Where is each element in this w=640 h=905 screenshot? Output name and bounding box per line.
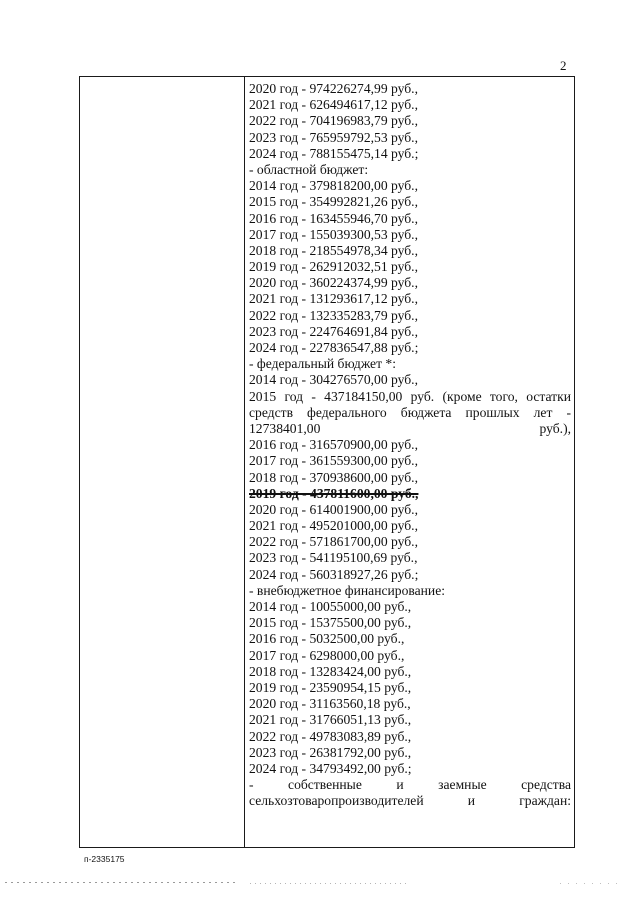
- text-line: 2014 год - 379818200,00 руб.,: [249, 178, 418, 194]
- text-line: 2015 год - 15375500,00 руб.,: [249, 615, 412, 631]
- text-line: - областной бюджет:: [249, 161, 369, 177]
- text-line: 2023 год - 765959792,53 руб.,: [249, 129, 418, 145]
- text-line: 2018 год - 218554978,34 руб.,: [249, 242, 418, 258]
- text-line: 2022 год - 704196983,79 руб.,: [249, 113, 418, 129]
- text-line: 2020 год - 614001900,00 руб.,: [249, 501, 418, 517]
- column-divider: [244, 76, 245, 848]
- text-line: 2023 год - 224764691,84 руб.,: [249, 323, 418, 339]
- text-line: 2016 год - 5032500,00 руб.,: [249, 631, 405, 647]
- text-line: 2024 год - 788155475,14 руб.;: [249, 145, 419, 161]
- text-line: 2017 год - 6298000,00 руб.,: [249, 647, 405, 663]
- text-line: 2020 год - 974226274,99 руб.,: [249, 81, 418, 96]
- text-line: 2016 год - 316570900,00 руб.,: [249, 437, 418, 453]
- scan-artifact: [0, 880, 640, 888]
- text-line: 2022 год - 571861700,00 руб.,: [249, 534, 418, 550]
- text-line: 2021 год - 626494617,12 руб.,: [249, 97, 418, 113]
- document-code: п-2335175: [84, 854, 125, 864]
- page-number: 2: [560, 58, 567, 73]
- text-line-struck: 2019 год - 437811600,00 руб.,: [249, 485, 419, 501]
- text-line: 2021 год - 495201000,00 руб.,: [249, 518, 418, 534]
- text-line: 2022 год - 49783083,89 руб.,: [249, 728, 412, 744]
- text-line: 2020 год - 360224374,99 руб.,: [249, 275, 418, 291]
- text-line: 2017 год - 361559300,00 руб.,: [249, 453, 418, 469]
- text-line: 2024 год - 34793492,00 руб.;: [249, 760, 412, 776]
- text-line: - федеральный бюджет *:: [249, 356, 397, 372]
- text-line: 2024 год - 560318927,26 руб.;: [249, 566, 419, 582]
- text-line: 2015 год - 437184150,00 руб. (кроме того, остатки средств федерального бюджета прошлых лет - 12738401,00 руб.),: [249, 388, 571, 436]
- text-line: 2022 год - 132335283,79 руб.,: [249, 307, 418, 323]
- text-line: 2019 год - 23590954,15 руб.,: [249, 679, 412, 695]
- text-line: 2021 год - 131293617,12 руб.,: [249, 291, 418, 307]
- text-line: 2021 год - 31766051,13 руб.,: [249, 712, 412, 728]
- text-line: 2019 год - 262912032,51 руб.,: [249, 259, 418, 275]
- text-line: 2018 год - 370938600,00 руб.,: [249, 469, 418, 485]
- text-line: 2024 год - 227836547,88 руб.;: [249, 340, 419, 355]
- text-line: 2023 год - 26381792,00 руб.,: [249, 744, 412, 760]
- text-line: 2020 год - 31163560,18 руб.,: [249, 696, 411, 712]
- text-line: - собственные и заемные средства сельхозтоваропроизводителей и граждан:: [249, 777, 571, 809]
- text-line: 2014 год - 10055000,00 руб.,: [249, 599, 412, 615]
- text-line: 2014 год - 304276570,00 руб.,: [249, 372, 418, 388]
- text-line: 2015 год - 354992821,26 руб.,: [249, 194, 418, 210]
- text-line: 2016 год - 163455946,70 руб.,: [249, 210, 418, 226]
- text-line: - внебюджетное финансирование:: [249, 582, 446, 598]
- text-line: 2017 год - 155039300,53 руб.,: [249, 226, 418, 242]
- text-line: 2023 год - 541195100,69 руб.,: [249, 550, 418, 566]
- text-line: 2018 год - 13283424,00 руб.,: [249, 663, 412, 679]
- funding-text-cell: [249, 81, 571, 810]
